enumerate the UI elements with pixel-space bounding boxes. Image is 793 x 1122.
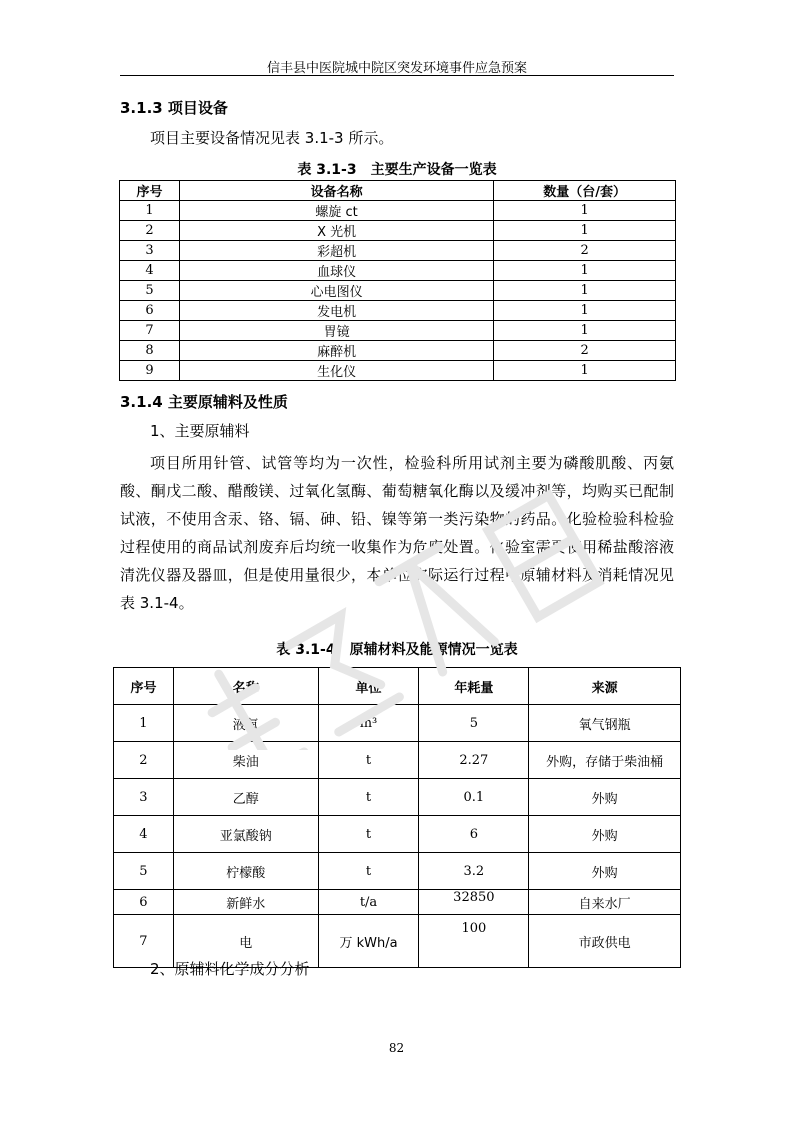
- table-cell: 自来水厂: [529, 890, 681, 915]
- table-cell: 氧气钢瓶: [529, 705, 681, 742]
- table-cell: 2: [494, 341, 676, 361]
- table-cell: 1: [120, 201, 180, 221]
- table-cell: 5: [120, 281, 180, 301]
- table-cell: 4: [114, 816, 174, 853]
- table-cell: 彩超机: [179, 241, 493, 261]
- table-cell: 7: [120, 321, 180, 341]
- table-cell: 外购: [529, 816, 681, 853]
- table-cell: t: [318, 853, 419, 890]
- table-cell: 100: [419, 915, 529, 968]
- table-cell: 液氧: [173, 705, 318, 742]
- page-header: 信丰县中医院城中院区突发环境事件应急预案: [266, 61, 527, 76]
- table-cell: 1: [494, 281, 676, 301]
- table-cell: 螺旋 ct: [179, 201, 493, 221]
- table-cell: 柴油: [173, 742, 318, 779]
- table-cell: X 光机: [179, 221, 493, 241]
- table-row: [120, 261, 676, 281]
- table-row: [120, 241, 676, 261]
- table-row: [120, 201, 676, 221]
- table-cell: 9: [120, 361, 180, 381]
- header-rule: [120, 75, 674, 76]
- table-row: [114, 853, 681, 890]
- table-row: [114, 742, 681, 779]
- table-cell: 7: [114, 915, 174, 968]
- column-header: 序号: [120, 181, 180, 201]
- table-cell: 2: [120, 221, 180, 241]
- table-row: [114, 890, 681, 915]
- table-cell: 外购: [529, 779, 681, 816]
- table-cell: 2.27: [419, 742, 529, 779]
- column-header: 设备名称: [179, 181, 493, 201]
- table-cell: 8: [120, 341, 180, 361]
- section-313-intro: 项目主要设备情况见表 3.1-3 所示。: [150, 129, 394, 147]
- column-header: 名称: [173, 668, 318, 705]
- column-header: 年耗量: [419, 668, 529, 705]
- table-cell: 血球仪: [179, 261, 493, 281]
- table-cell: 1: [114, 705, 174, 742]
- table-cell: 32850: [419, 890, 529, 915]
- table-cell: 1: [494, 321, 676, 341]
- raw-materials-paragraph: 项目所用针管、试管等均为一次性，检验科所用试剂主要为磷酸肌酸、丙氨酸、酮戊二酸、醋酸镁、过氧化氢酶、葡萄糖氧化酶以及缓冲剂等，均购买已配制试液，不使用含汞、铬、镉、砷、铅、镍等第一类污染物的药品。化验检验科检验过程使用的商品试剂废弃后均统一收集作为危废处置。化验室需要使用稀盐酸溶液清洗仪器及器皿，但是使用量很少，本单位实际运行过程中原辅材料及消耗情况见表 3.1-4。: [120, 454, 674, 612]
- table-cell: 胃镜: [179, 321, 493, 341]
- table-cell: t: [318, 742, 419, 779]
- table-row: [120, 321, 676, 341]
- table-cell: 6: [419, 816, 529, 853]
- table-header-row: [120, 181, 676, 201]
- column-header: 序号: [114, 668, 174, 705]
- table-cell: 3: [114, 779, 174, 816]
- table-cell: 生化仪: [179, 361, 493, 381]
- table-row: [120, 281, 676, 301]
- table-cell: 柠檬酸: [173, 853, 318, 890]
- sub-heading-chemical-analysis: 2、原辅料化学成分分析: [150, 960, 310, 978]
- table-cell: 0.1: [419, 779, 529, 816]
- table-cell: 市政供电: [529, 915, 681, 968]
- table-row: [120, 361, 676, 381]
- raw-materials-table: [113, 667, 681, 968]
- table-row: [120, 221, 676, 241]
- table-row: [114, 779, 681, 816]
- table-row: [120, 341, 676, 361]
- table-cell: 心电图仪: [179, 281, 493, 301]
- table-cell: 6: [120, 301, 180, 321]
- table-cell: 1: [494, 261, 676, 281]
- table-cell: t/a: [318, 890, 419, 915]
- equipment-table: [119, 180, 676, 381]
- table2-caption: 表 3.1-4 原辅材料及能源情况一览表: [276, 642, 518, 658]
- table-row: [120, 301, 676, 321]
- table-cell: 万 kWh/a: [318, 915, 419, 968]
- table-cell: 4: [120, 261, 180, 281]
- table-cell: 1: [494, 361, 676, 381]
- table-cell: m³: [318, 705, 419, 742]
- table-cell: t: [318, 816, 419, 853]
- table-cell: 1: [494, 301, 676, 321]
- table-cell: 亚氯酸钠: [173, 816, 318, 853]
- column-header: 数量（台/套）: [494, 181, 676, 201]
- table-cell: 3: [120, 241, 180, 261]
- column-header: 来源: [529, 668, 681, 705]
- page-number: 82: [388, 1041, 405, 1055]
- table-cell: 新鲜水: [173, 890, 318, 915]
- column-header: 单位: [318, 668, 419, 705]
- table-cell: t: [318, 779, 419, 816]
- table-cell: 1: [494, 221, 676, 241]
- table-row: [114, 816, 681, 853]
- table-cell: 电: [173, 915, 318, 968]
- table-cell: 1: [494, 201, 676, 221]
- table-cell: 外购，存储于柴油桶: [529, 742, 681, 779]
- table-cell: 乙醇: [173, 779, 318, 816]
- table-cell: 6: [114, 890, 174, 915]
- section-heading-313: 3.1.3 项目设备: [120, 99, 228, 117]
- sub-heading-raw-materials: 1、主要原辅料: [150, 422, 250, 440]
- table-cell: 发电机: [179, 301, 493, 321]
- table-cell: 外购: [529, 853, 681, 890]
- table-cell: 5: [419, 705, 529, 742]
- table-cell: 麻醉机: [179, 341, 493, 361]
- section-heading-314: 3.1.4 主要原辅料及性质: [120, 393, 288, 411]
- table-cell: 3.2: [419, 853, 529, 890]
- table1-caption: 表 3.1-3 主要生产设备一览表: [297, 162, 497, 178]
- table-row: [114, 705, 681, 742]
- table-cell: 2: [114, 742, 174, 779]
- table-cell: 5: [114, 853, 174, 890]
- table-header-row: [114, 668, 681, 705]
- table-cell: 2: [494, 241, 676, 261]
